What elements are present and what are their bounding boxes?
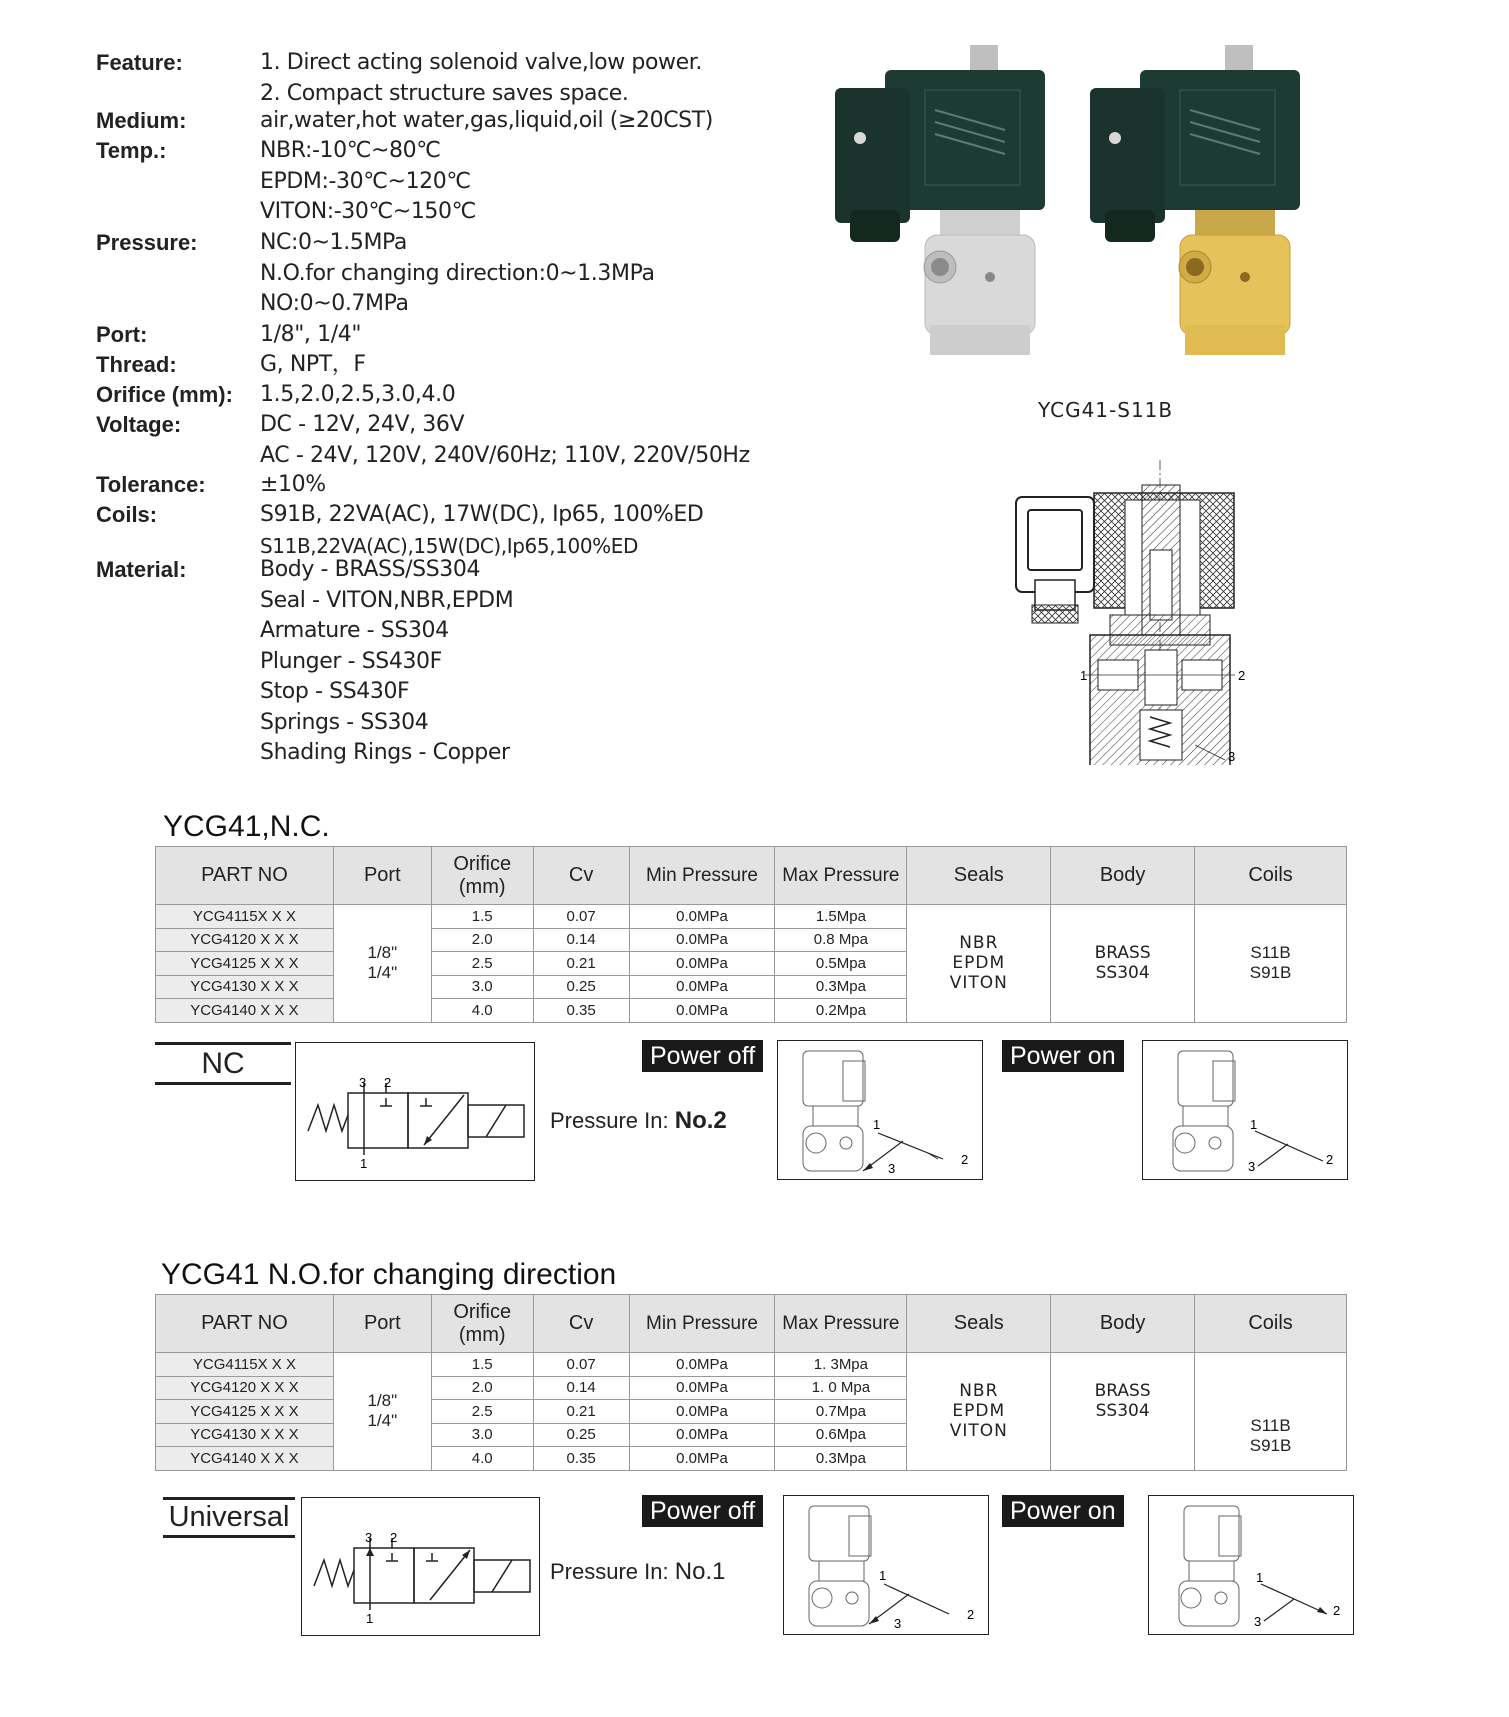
cell-max: 0.5Mpa: [775, 952, 907, 976]
spec-value-line: NC:0~1.5MPa: [260, 230, 407, 255]
header-port: Port: [333, 847, 431, 905]
universal-pressure-text: [550, 1558, 725, 1586]
flow-port-3: 3: [888, 1161, 896, 1176]
spec-value: [260, 555, 513, 769]
header-cv: Cv: [533, 1295, 629, 1353]
section-port-label-3: 3: [1228, 749, 1236, 764]
table-row: [156, 1353, 1347, 1377]
cell-body-line: BRASS: [1094, 943, 1151, 964]
spec-value-line: G, NPT，F: [260, 352, 366, 377]
spec-label: Temp.:: [96, 138, 167, 163]
cell-cv: 0.21: [533, 952, 629, 976]
header-min-pressure: Min Pressure: [629, 847, 775, 905]
universal-flow-port-1: 1: [879, 1568, 887, 1583]
valve-symbol-diagram: [296, 1043, 534, 1180]
header-cv: Cv: [533, 847, 629, 905]
cell-cv: 0.21: [533, 1400, 629, 1424]
product-photos: [830, 40, 1350, 370]
header-orifice-unit: (mm): [458, 875, 506, 898]
nc-pressure-value: No.2: [674, 1107, 727, 1134]
spec-label: Feature:: [96, 50, 183, 75]
cell-part: YCG4115X X X: [156, 1353, 334, 1377]
cell-max: 1. 3Mpa: [775, 1353, 907, 1377]
cell-min: 0.0MPa: [629, 975, 775, 999]
universal-power-off-diagram: [783, 1495, 989, 1635]
cell-cv: 0.25: [533, 975, 629, 999]
universal-label: Universal: [168, 1501, 290, 1533]
cell-part: YCG4130 X X X: [156, 1423, 334, 1447]
cell-min: 0.0MPa: [629, 1423, 775, 1447]
header-orifice-label: Orifice: [453, 852, 512, 875]
header-min-pressure: Min Pressure: [629, 1295, 775, 1353]
flow-port-2: 2: [961, 1152, 969, 1167]
valve-photo-stainless: [835, 45, 1045, 355]
spec-label: Tolerance:: [96, 472, 206, 497]
spec-value-line: VITON:-30℃~150℃: [260, 199, 476, 224]
cell-part: YCG4140 X X X: [156, 1447, 334, 1471]
universal-rule-bottom: [163, 1535, 295, 1538]
cell-cv: 0.07: [533, 1353, 629, 1377]
cell-coils-line: S91B: [1249, 963, 1292, 983]
spec-value-line: Springs - SS304: [260, 709, 429, 735]
header-orifice-unit: (mm): [458, 1323, 506, 1346]
universal-flow-port-1-on: 1: [1256, 1570, 1264, 1585]
universal-symbol-port-1: 1: [366, 1611, 374, 1626]
spec-label: Medium:: [96, 108, 187, 133]
spec-value-line: AC - 24V, 120V, 240V/60Hz; 110V, 220V/50Hz: [260, 442, 750, 468]
spec-value-line: Armature - SS304: [260, 618, 449, 643]
universal-power-on-diagram: [1148, 1495, 1354, 1635]
universal-pressure-value: No.1: [674, 1558, 726, 1585]
cell-cv: 0.14: [533, 1376, 629, 1400]
flow-port-1: 1: [873, 1117, 881, 1132]
cell-cv: 0.14: [533, 928, 629, 952]
cell-orifice: 2.5: [431, 1400, 533, 1424]
spec-value: [260, 380, 455, 411]
cell-part: YCG4120 X X X: [156, 1376, 334, 1400]
cell-min: 0.0MPa: [629, 1400, 775, 1424]
section-port-label-1: 1: [1080, 668, 1088, 683]
spec-value-line: S11B,22VA(AC),15W(DC),Ip65,100%ED: [260, 533, 638, 558]
table-no-title: YCG41 N.O.for changing direction: [161, 1258, 617, 1291]
cell-max: 0.2Mpa: [775, 999, 907, 1023]
spec-value: [260, 320, 361, 351]
spec-value-line: 1/8", 1/4": [260, 322, 362, 347]
nc-power-on-badge: Power on: [1002, 1040, 1124, 1072]
spec-value-line: N.O.for changing direction:0~1.3MPa: [260, 260, 655, 286]
header-seals: Seals: [907, 847, 1051, 905]
header-port: Port: [333, 1295, 431, 1353]
valve-photo-brass: [1090, 45, 1300, 355]
header-coils: Coils: [1195, 1295, 1347, 1353]
nc-label: NC: [201, 1047, 245, 1080]
table-header-row: [156, 847, 1347, 905]
cell-part: YCG4125 X X X: [156, 952, 334, 976]
cell-min: 0.0MPa: [629, 1447, 775, 1471]
universal-symbol-port-3: 3: [365, 1530, 373, 1545]
table-nc: [155, 846, 1347, 1023]
cell-orifice: 4.0: [431, 1447, 533, 1471]
spec-value: [260, 500, 703, 561]
cell-orifice: 2.0: [431, 928, 533, 952]
spec-value-line: DC - 12V, 24V, 36V: [260, 412, 465, 437]
spec-value-line: Plunger - SS430F: [260, 648, 442, 674]
header-part-no: PART NO: [156, 1295, 334, 1353]
nc-power-on-diagram: [1142, 1040, 1348, 1180]
cell-body: [1051, 1353, 1195, 1471]
universal-symbol-port-2: 2: [390, 1530, 398, 1545]
header-body: Body: [1051, 847, 1195, 905]
spec-value-line: EPDM:-30℃~120℃: [260, 168, 471, 194]
spec-value-line: Stop - SS430F: [260, 679, 410, 704]
universal-flow-port-2-on: 2: [1333, 1603, 1341, 1618]
header-part-no: PART NO: [156, 847, 334, 905]
cell-max: 0.7Mpa: [775, 1400, 907, 1424]
spec-value: [260, 136, 476, 228]
cell-seals: [907, 1353, 1051, 1471]
nc-power-off-badge: Power off: [642, 1040, 763, 1072]
spec-value: [260, 106, 713, 137]
cell-part: YCG4115X X X: [156, 905, 334, 929]
nc-rule-bottom: [155, 1082, 291, 1085]
table-header-row: [156, 1295, 1347, 1353]
spec-label: Pressure:: [96, 230, 198, 255]
flow-port-3-on: 3: [1248, 1159, 1256, 1174]
spec-value-line: 1. Direct acting solenoid valve,low power.: [260, 50, 702, 75]
universal-flow-port-3: 3: [894, 1616, 902, 1631]
header-orifice: [431, 847, 533, 905]
cell-cv: 0.35: [533, 999, 629, 1023]
cell-coils-line: S11B: [1250, 943, 1291, 963]
valve-cross-section-drawing: [1010, 455, 1270, 765]
universal-rule-top: [163, 1497, 295, 1500]
nc-pressure-prefix: Pressure In:: [550, 1108, 669, 1133]
spec-value-line: Shading Rings - Copper: [260, 740, 510, 765]
spec-value-line: Body - BRASS/SS304: [260, 557, 481, 582]
spec-value: [260, 350, 366, 381]
cell-orifice: 2.0: [431, 1376, 533, 1400]
spec-label: Orifice (mm):: [96, 382, 233, 407]
symbol-port-1: 1: [360, 1156, 368, 1171]
symbol-port-3: 3: [359, 1075, 367, 1090]
cell-seals-line: NBR: [959, 1381, 999, 1402]
universal-power-off-badge: Power off: [642, 1495, 763, 1527]
cell-part: YCG4130 X X X: [156, 975, 334, 999]
cell-port: [333, 1353, 431, 1471]
cell-orifice: 1.5: [431, 1353, 533, 1377]
spec-value-line: ±10%: [260, 472, 326, 497]
cell-coils-line: S11B: [1250, 1415, 1291, 1435]
universal-power-on-badge: Power on: [1002, 1495, 1124, 1527]
spec-value-line: S91B, 22VA(AC), 17W(DC), Ip65, 100%ED: [260, 502, 704, 527]
section-port-label-2: 2: [1238, 668, 1246, 683]
symbol-port-2: 2: [384, 1075, 392, 1090]
cell-seals-line: EPDM: [952, 953, 1006, 974]
cell-port-line: 1/4": [367, 963, 398, 983]
cell-body-line: SS304: [1095, 1401, 1150, 1421]
cell-orifice: 3.0: [431, 1423, 533, 1447]
cell-part: YCG4125 X X X: [156, 1400, 334, 1424]
cell-body-line: BRASS: [1094, 1381, 1151, 1401]
cell-port: [333, 905, 431, 1023]
spec-value-line: 2. Compact structure saves space.: [260, 80, 629, 106]
spec-label: Thread:: [96, 352, 177, 377]
cell-orifice: 3.0: [431, 975, 533, 999]
cell-max: 1. 0 Mpa: [775, 1376, 907, 1400]
header-max-pressure: Max Pressure: [775, 847, 907, 905]
header-orifice: [431, 1295, 533, 1353]
spec-value-line: air,water,hot water,gas,liquid,oil (≥20CST): [260, 108, 713, 133]
cell-coils: [1195, 1353, 1347, 1471]
cell-min: 0.0MPa: [629, 999, 775, 1023]
product-model-caption: YCG41-S11B: [1038, 398, 1174, 422]
cell-seals-line: VITON: [949, 1421, 1008, 1442]
nc-pressure-text: [550, 1107, 727, 1135]
spec-label: Material:: [96, 557, 187, 582]
cell-min: 0.0MPa: [629, 928, 775, 952]
spec-value-line: Seal - VITON,NBR,EPDM: [260, 587, 514, 613]
cell-part: YCG4140 X X X: [156, 999, 334, 1023]
cell-orifice: 2.5: [431, 952, 533, 976]
cell-min: 0.0MPa: [629, 1376, 775, 1400]
nc-symbol-box: [295, 1042, 535, 1181]
cell-part: YCG4120 X X X: [156, 928, 334, 952]
cell-coils: [1195, 905, 1347, 1023]
header-seals: Seals: [907, 1295, 1051, 1353]
universal-symbol-box: [301, 1497, 540, 1636]
cell-seals: [907, 905, 1051, 1023]
cell-orifice: 4.0: [431, 999, 533, 1023]
spec-label: Coils:: [96, 502, 158, 527]
table-row: [156, 905, 1347, 929]
cell-port-line: 1/8": [367, 1391, 398, 1411]
cell-orifice: 1.5: [431, 905, 533, 929]
cell-max: 0.8 Mpa: [775, 928, 907, 952]
spec-value-line: 1.5,2.0,2.5,3.0,4.0: [260, 382, 456, 407]
universal-flow-diagram-on: [1149, 1496, 1353, 1634]
cell-min: 0.0MPa: [629, 1353, 775, 1377]
header-body: Body: [1051, 1295, 1195, 1353]
cell-body-line: SS304: [1095, 963, 1150, 984]
cell-seals-line: VITON: [949, 973, 1008, 994]
universal-pressure-prefix: Pressure In:: [550, 1559, 669, 1584]
spec-label: Port:: [96, 322, 148, 347]
cell-cv: 0.25: [533, 1423, 629, 1447]
cell-max: 0.6Mpa: [775, 1423, 907, 1447]
cell-min: 0.0MPa: [629, 952, 775, 976]
cell-seals-line: NBR: [959, 933, 999, 954]
nc-rule-top: [155, 1042, 291, 1045]
cell-port-line: 1/8": [367, 943, 398, 963]
spec-value: [260, 48, 702, 109]
valve-symbol-diagram-universal: [302, 1498, 539, 1635]
cell-body: [1051, 905, 1195, 1023]
table-nc-title: YCG41,N.C.: [163, 810, 330, 843]
header-max-pressure: Max Pressure: [775, 1295, 907, 1353]
spec-value: [260, 410, 750, 471]
spec-label: Voltage:: [96, 412, 182, 437]
cell-seals-line: EPDM: [952, 1401, 1006, 1422]
universal-flow-diagram-off: [784, 1496, 988, 1634]
valve-flow-diagram-off: [778, 1041, 982, 1179]
universal-flow-port-3-on: 3: [1254, 1614, 1262, 1629]
spec-value-line: NBR:-10℃~80℃: [260, 138, 441, 163]
spec-value: [260, 228, 655, 320]
cell-coils-line: S91B: [1249, 1435, 1292, 1455]
cell-port-line: 1/4": [367, 1411, 398, 1431]
universal-flow-port-2: 2: [967, 1607, 975, 1622]
flow-port-1-on: 1: [1250, 1117, 1258, 1132]
cell-max: 0.3Mpa: [775, 975, 907, 999]
cell-min: 0.0MPa: [629, 905, 775, 929]
spec-value-line: NO:0~0.7MPa: [260, 291, 409, 316]
cell-cv: 0.35: [533, 1447, 629, 1471]
nc-power-off-diagram: [777, 1040, 983, 1180]
flow-port-2-on: 2: [1326, 1152, 1334, 1167]
cell-cv: 0.07: [533, 905, 629, 929]
header-coils: Coils: [1195, 847, 1347, 905]
cell-max: 0.3Mpa: [775, 1447, 907, 1471]
valve-flow-diagram-on: [1143, 1041, 1347, 1179]
header-orifice-label: Orifice: [453, 1300, 512, 1323]
table-no: [155, 1294, 1347, 1471]
cell-max: 1.5Mpa: [775, 905, 907, 929]
spec-value: [260, 470, 326, 501]
